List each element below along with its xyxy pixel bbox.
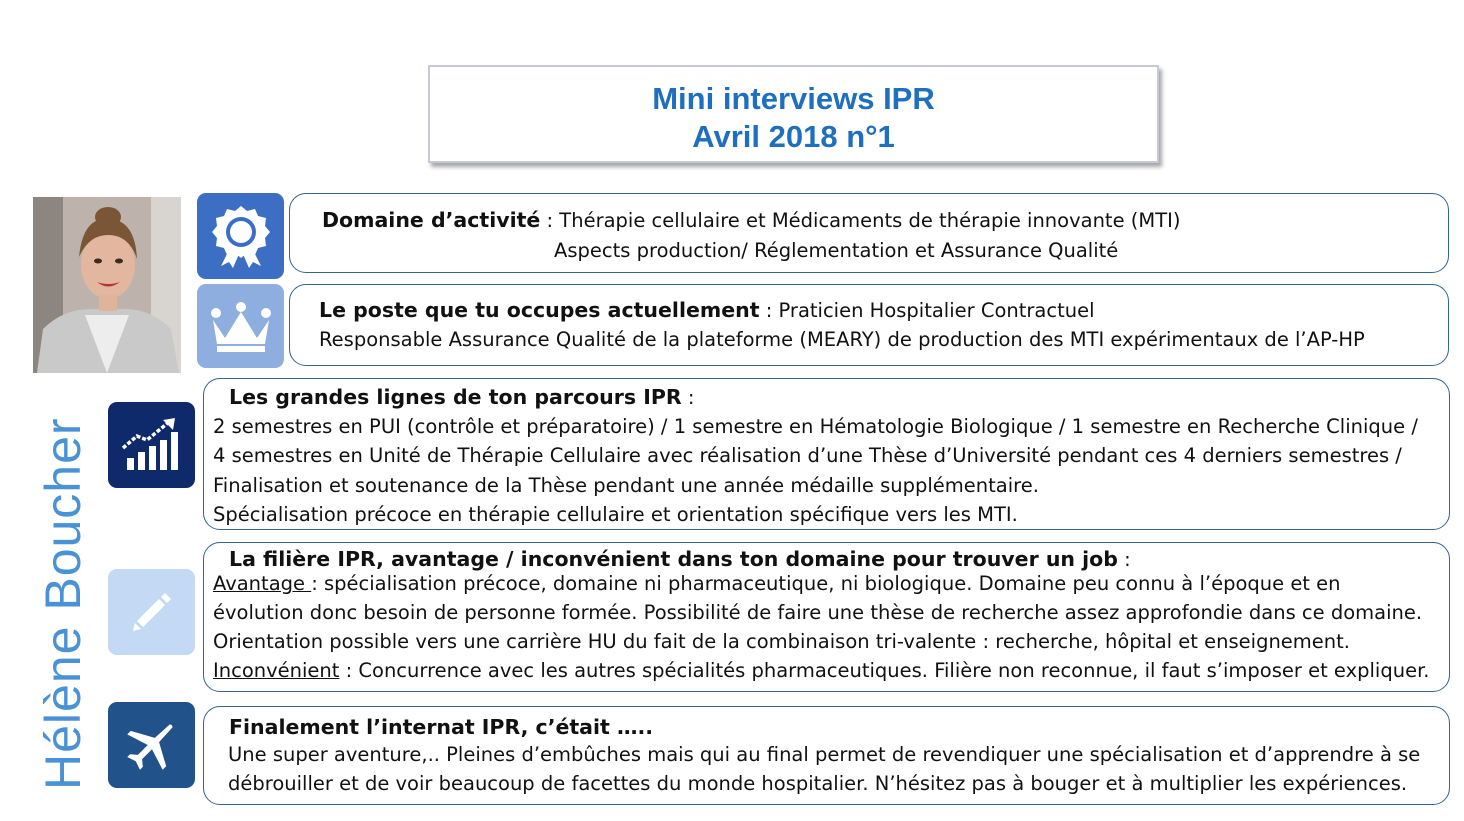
parcours-line-2: 4 semestres en Unité de Thérapie Cellulaire avec réalisation d’une Thèse d’Université pendant ces 4 derniers semestres / — [213, 444, 1402, 467]
final-line-2: débrouiller et de voir beaucoup de facettes du monde hospitalier. N’hésitez pas à bouger et à multiplier les expériences. — [228, 772, 1408, 795]
filiere-heading: La filière IPR, avantage / inconvénient dans ton domaine pour trouver un job : — [229, 547, 1131, 571]
title-box — [428, 65, 1159, 163]
final-line-1: Une super aventure,.. Pleines d’embûches mais qui au final permet de revendiquer une spécialisation et d’apprendre à se — [228, 743, 1421, 766]
portrait-illustration — [33, 197, 181, 373]
parcours-label: Les grandes lignes de ton parcours IPR — [229, 385, 682, 409]
poste-value: Praticien Hospitalier Contractuel — [778, 299, 1095, 322]
pencil-icon — [108, 569, 195, 655]
filiere-line-1: Avantage : spécialisation précoce, domaine ni pharmaceutique, ni biologique. Domaine peu connu à l’époque et en — [213, 572, 1341, 595]
poste-label: Le poste que tu occupes actuellement — [319, 298, 760, 322]
avantage-label: Avantage — [213, 572, 312, 595]
domaine-label: Domaine d’activité — [322, 208, 541, 232]
inconvenient-label: Inconvénient — [213, 659, 340, 682]
profile-photo — [33, 197, 181, 373]
poste-line-2: Responsable Assurance Qualité de la plateforme (MEARY) de production des MTI expérimentaux de l’AP-HP — [319, 328, 1365, 351]
domaine-line-2: Aspects production/ Réglementation et Assurance Qualité — [554, 239, 1119, 262]
filiere-label: La filière IPR, avantage / inconvénient dans ton domaine pour trouver un job — [229, 547, 1118, 571]
domaine-line-1: Domaine d’activité : Thérapie cellulaire et Médicaments de thérapie innovante (MTI) — [322, 208, 1181, 232]
crown-icon — [197, 284, 284, 368]
airplane-icon — [108, 702, 195, 788]
filiere-line-4: Inconvénient : Concurrence avec les autres spécialités pharmaceutiques. Filière non reconnue, il faut s’imposer et expliquer. — [213, 659, 1430, 682]
parcours-line-4: Spécialisation précoce en thérapie cellulaire et orientation spécifique vers les MTI. — [213, 503, 1018, 526]
poste-line-1: Le poste que tu occupes actuellement : Praticien Hospitalier Contractuel — [319, 298, 1095, 322]
final-label: Finalement l’internat IPR, c’était ….. — [229, 715, 654, 739]
bar-chart-growth-icon — [108, 402, 195, 488]
person-name: Hélène Boucher — [35, 417, 91, 790]
domaine-value: Thérapie cellulaire et Médicaments de thérapie innovante (MTI) — [559, 209, 1181, 232]
title-line-1: Mini interviews IPR — [652, 81, 935, 116]
filiere-line-3: Orientation possible vers une carrière HU du fait de la combinaison tri-valente : recherche, hôpital et enseignement. — [213, 630, 1350, 653]
title-line-2: Avril 2018 n°1 — [692, 119, 895, 154]
award-ribbon-icon — [197, 193, 284, 279]
filiere-line-2: évolution donc besoin de personne formée. Possibilité de faire une thèse de recherche assez approfondie dans ce domaine. — [213, 601, 1423, 624]
parcours-line-1: 2 semestres en PUI (contrôle et préparatoire) / 1 semestre en Hématologie Biologique / 1 semestre en Recherche Clinique / — [213, 415, 1418, 438]
parcours-heading: Les grandes lignes de ton parcours IPR : — [229, 385, 695, 409]
parcours-line-3: Finalisation et soutenance de la Thèse pendant une année médaille supplémentaire. — [213, 474, 1039, 497]
